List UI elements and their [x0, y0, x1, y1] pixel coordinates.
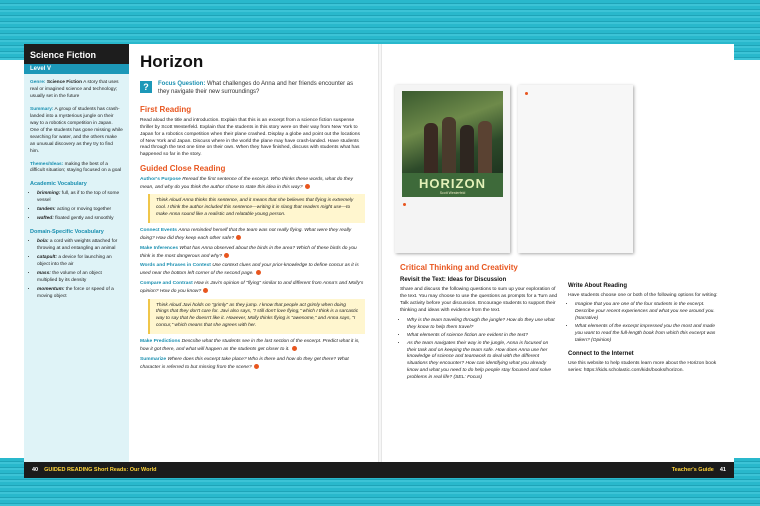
domain-vocab-list: [30, 239, 123, 301]
connect-heading: Connect to the Internet: [568, 351, 634, 358]
academic-vocab-list: [30, 191, 123, 223]
academic-vocab-title: Academic Vocabulary: [30, 181, 87, 188]
marker-icon: [224, 253, 229, 258]
make-inferences: Make Inferences What has Anna observed about the birds in the area? Which of these birds do you think is the most dangerous and why?: [140, 245, 357, 259]
revisit-text: Share and discuss the following questions to sum up your exploration of the text. You may choose to use the questions as prompts for a Turn and Talk activity before your discussion. Encourage students to support their thinking and ideas with evidence from the text.: [400, 286, 558, 313]
revisit-heading: Revisit the Text: Ideas for Discussion: [400, 277, 507, 284]
critical-thinking-heading: Critical Thinking and Creativity: [400, 263, 518, 272]
write-heading: Write About Reading: [568, 283, 627, 289]
connect-events: Connect Events Anna reminded herself that the team was not really flying. What were they really doing? How did they keep each other safe?: [140, 227, 352, 241]
close-reading-heading: Guided Close Reading: [140, 164, 226, 174]
revisit-list: [400, 318, 558, 383]
think-aloud-box: Think Aloud Anna thinks this sentence, and it means that she believes that flying is extremely cool. I think the author included this sentence—writing it in slang that readers might use—to make Anna sound like a realistic and relatable young person.: [148, 194, 365, 222]
themes-block: Themes/Ideas: making the best of a difficult situation; staying focused on a goal: [30, 161, 122, 174]
domain-vocab-title: Domain-Specific Vocabulary: [30, 229, 104, 236]
list-item: • tandem: acting or moving together: [37, 207, 123, 214]
page-number-right: 41: [719, 467, 726, 473]
critical-thinking-column: [400, 262, 558, 383]
list-item: • As the team navigates their way in the jungle, Anna is focused on their task and on keeping the team safe. How does Anna use her knowledge of science and teamwork to deal with the different situations they encounter? How can identifying what you already know and what you need to do help people stay focused and solve problems in real life? (SEL: Focus): [407, 341, 558, 383]
footer-right: [380, 462, 734, 478]
list-item: • mass: the volume of an object multiplied by its density: [37, 271, 123, 285]
list-item: • momentum: the force or speed of a moving object: [37, 287, 123, 301]
marker-icon: [305, 184, 310, 189]
list-item: • What elements of the excerpt impressed you the most and made you want to read the full-length book from which this excerpt was taken? (Opinion): [575, 324, 723, 345]
marker-icon: [254, 364, 259, 369]
list-item: • catapult: a device for launching an object into the air: [37, 255, 123, 269]
authors-purpose: Author's Purpose Reread the first sentence of the excerpt. Who thinks these words, what do they mean, and why do you think the author chose to state this idea in this way?: [140, 176, 353, 190]
list-item: • Why is the team traveling through the jungle? How do they use what they know to help them travel?: [407, 318, 558, 332]
footer-guide-label: Teacher's Guide: [671, 467, 714, 473]
first-reading-text: Read aloud the title and introduction. Explain that this is an excerpt from a science fiction suspense thriller by Scott Westerfeld. Explain that the students in this story were on their way from New York to Japan for a robotics competition when their plane crashed. Display a globe and point out the locations of New York and Japan. Discuss where in the world the plane may have crash-landed. Have students read through the text one time on their own. When they have finished, discuss with students what has happened so far in the story.: [140, 117, 360, 158]
focus-question: ? Focus Question: What challenges do Anna and her friends encounter as they navigate their new surroundings?: [140, 80, 365, 96]
marker-icon: [292, 346, 297, 351]
cover-illustration: [402, 91, 503, 173]
page-title: Horizon: [140, 52, 204, 71]
list-item: • wafted: floated gently and smoothly: [37, 216, 123, 223]
genre-block: Genre: Science Fiction A story that uses real or imagined science and technology; usually set in the future: [30, 80, 119, 99]
marker-icon: [203, 288, 208, 293]
genre-header: Science Fiction: [24, 44, 129, 64]
connect-text: Use this website to help students learn more about the Horizon book series: https://kids.scholastic.com/kids/books/horizon.: [568, 360, 717, 373]
book-page-thumbnail: [518, 85, 633, 253]
list-item: • brimming: full, as if to the top of some vessel: [37, 191, 123, 205]
page-body-text: [525, 92, 626, 97]
make-predictions: Make Predictions Describe what the students see in the last section of the excerpt. Predict what it is, how it got there, and what will happen as the students get closer to it.: [140, 338, 360, 352]
question-icon: ?: [140, 81, 152, 93]
footer-series-title: GUIDED READING Short Reads: Our World: [44, 467, 157, 473]
write-about-column: [568, 282, 723, 378]
list-item: • bola: a cord with weights attached for throwing at and entangling an animal: [37, 239, 123, 253]
write-text: Have students choose one or both of the following options for writing:: [568, 292, 718, 298]
footer-left: [24, 462, 380, 478]
words-in-context: Words and Phrases in Context Use context clues and your prior-knowledge to define concur as it is used near the bottom left corner of the second page.: [140, 263, 359, 276]
first-reading-heading: First Reading: [140, 105, 192, 115]
level-badge: Level V: [24, 64, 129, 74]
list-item: • Imagine that you are one of the four students in the excerpt. Describe your recent experiences and what you see around you. (Narrative): [575, 302, 723, 323]
write-list: [568, 302, 723, 345]
cover-title: HORIZON Scott Westerfeld: [402, 173, 503, 197]
page-spine: [378, 44, 382, 462]
marker-icon: [256, 270, 261, 275]
compare-contrast: Compare and Contrast How is Javi's opinion of "flying" similar to and different from Anna's and Molly's opinion? How do you know?: [140, 280, 364, 294]
main-content: [140, 50, 365, 374]
summary-block: Summary: A group of students has crash-landed into a mysterious jungle on their way to a robotics competition in Japan. One of the students has gone missing while searching for water, and the others make an unusual discovery as they try to find him.: [30, 106, 123, 154]
marker-icon: [236, 235, 241, 240]
list-item: • What elements of science fiction are evident in the text?: [407, 333, 558, 340]
summarize: Summarize Where does this excerpt take place? Who is there and how do they get there? What character is referred to but missing from the scene?: [140, 356, 349, 370]
sidebar: [24, 44, 129, 462]
think-aloud-box: Think Aloud Javi holds on "grimly" as they jump. I know that people act grimly when doing things that they don't care for. Javi also says, "I still don't love flying," which I think is a sarcastic way to say that he doesn't like it. However, Molly thinks flying is "awesome," and Anna says, "I concur," which means that she agrees with her.: [148, 299, 365, 334]
page-number-left: 40: [32, 467, 39, 473]
cover-body-text: [403, 203, 502, 208]
book-cover-thumbnail: [395, 85, 510, 253]
